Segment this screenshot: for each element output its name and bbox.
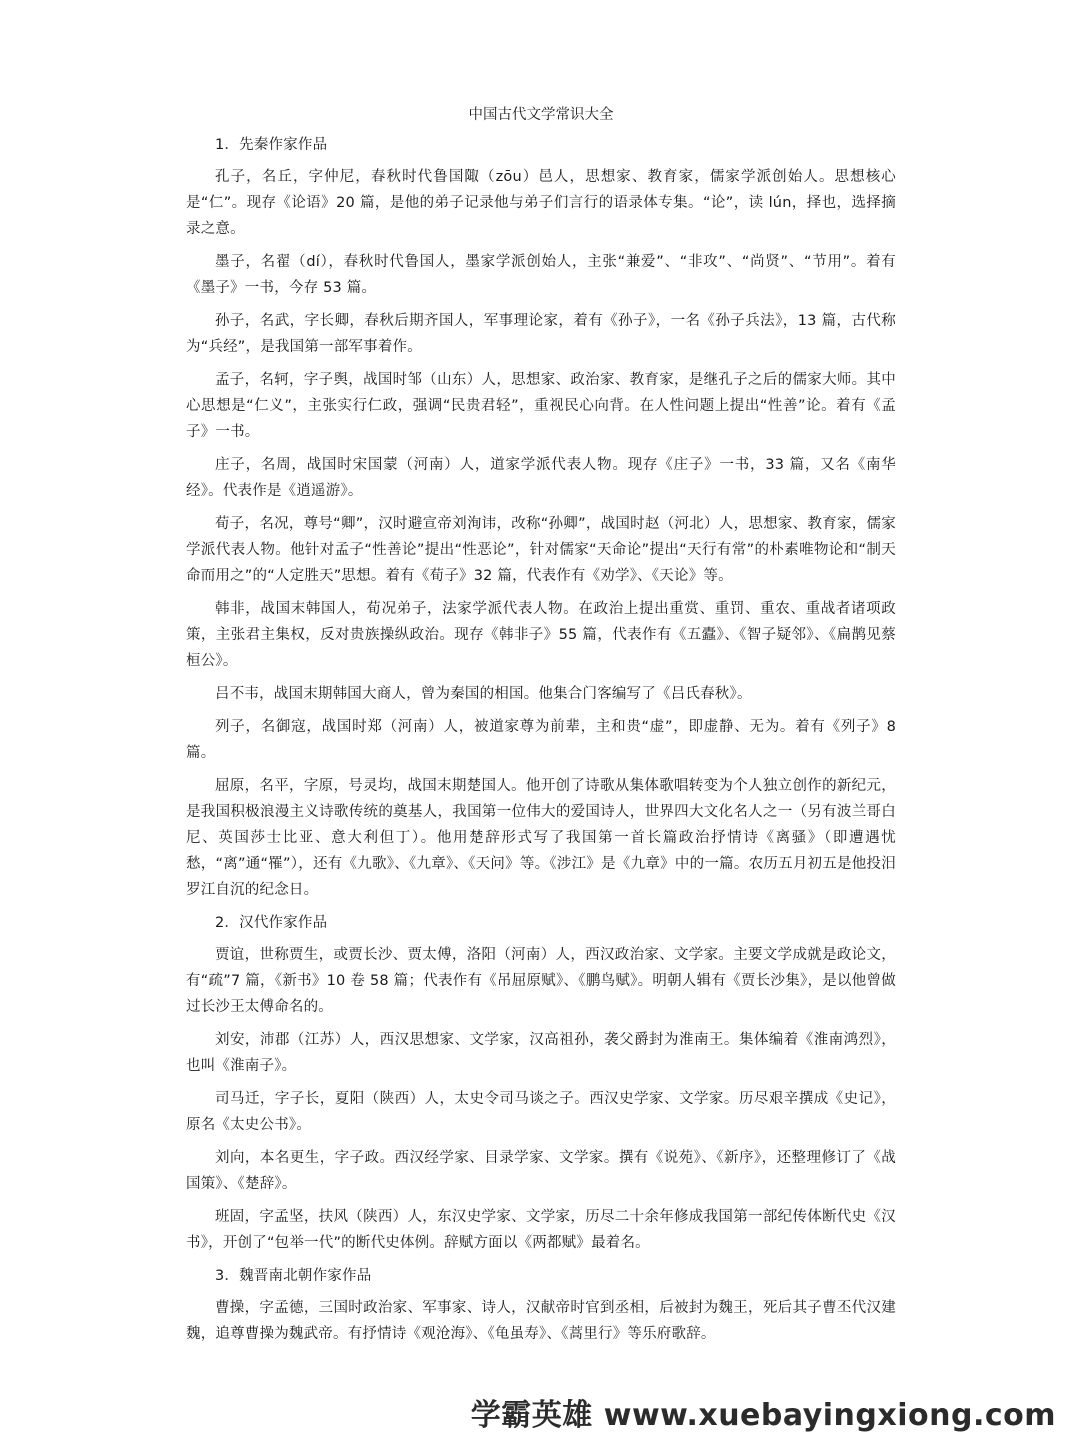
section-heading-han: 2．汉代作家作品 [215,915,328,931]
paragraph-liezi: 列子，名御寇，战国时郑（河南）人，被道家尊为前辈，主和贵“虚”，即虚静、无为。着有《列子》8 篇。 [186,719,896,761]
paragraph-confucius: 孔子，名丘，字仲尼，春秋时代鲁国陬（zōu）邑人，思想家、教育家，儒家学派创始人。思想核心是“仁”。现存《论语》20 篇，是他的弟子记录他与弟子们言行的语录体专集。“论”，读 lún，择也，选择摘录之意。 [186,169,896,237]
paragraph-hanfei: 韩非，战国末韩国人，荀况弟子，法家学派代表人物。在政治上提出重赏、重罚、重农、重战者诸项政策，主张君主集权，反对贵族操纵政治。现存《韩非子》55 篇，代表作有《五蠹》、《智子疑邻》、《扁鹊见蔡桓公》。 [186,601,896,669]
paragraph-mozi: 墨子，名翟（dí），春秋时代鲁国人，墨家学派创始人，主张“兼爱”、“非攻”、“尚贤”、“节用”。着有《墨子》一书，今存 53 篇。 [186,254,896,296]
document-page [186,102,896,1354]
site-watermark: 学霸英雄 www.xuebayingxiong.com [470,1398,1056,1433]
section-heading-wei-jin: 3．魏晋南北朝作家作品 [215,1268,372,1284]
paragraph-sima-qian: 司马迁，字子长，夏阳（陕西）人，太史令司马谈之子。西汉史学家、文学家。历尽艰辛撰成《史记》，原名《太史公书》。 [186,1091,896,1133]
paragraph-ban-gu: 班固，字孟坚，扶风（陕西）人，东汉史学家、文学家，历尽二十余年修成我国第一部纪传体断代史《汉书》，开创了“包举一代”的断代史体例。辞赋方面以《两都赋》最着名。 [186,1209,896,1251]
paragraph-zhuangzi: 庄子，名周，战国时宋国蒙（河南）人，道家学派代表人物。现存《庄子》一书，33 篇，又名《南华经》。代表作是《逍遥游》。 [186,457,896,499]
paragraph-jia-yi: 贾谊，世称贾生，或贾长沙、贾太傅，洛阳（河南）人，西汉政治家、文学家。主要文学成就是政论文，有“疏”7 篇，《新书》10 卷 58 篇；代表作有《吊屈原赋》、《鹏鸟赋》。明朝人辑有《贾长沙集》，是以他曾做过长沙王太傅命名的。 [186,947,896,1015]
document-body [186,132,896,1347]
paragraph-xunzi: 荀子，名况，尊号“卿”，汉时避宣帝刘洵讳，改称“孙卿”，战国时赵（河北）人，思想家、教育家，儒家学派代表人物。他针对孟子“性善论”提出“性恶论”，针对儒家“天命论”提出“天行有常”的朴素唯物论和“制天命而用之”的“人定胜天”思想。着有《荀子》32 篇，代表作有《劝学》、《天论》等。 [186,516,896,584]
document-title: 中国古代文学常识大全 [468,107,614,123]
paragraph-qu-yuan: 屈原，名平，字原，号灵均，战国末期楚国人。他开创了诗歌从集体歌唱转变为个人独立创作的新纪元，是我国积极浪漫主义诗歌传统的奠基人，我国第一位伟大的爱国诗人，世界四大文化名人之一（另有波兰哥白尼、英国莎士比亚、意大利但丁）。他用楚辞形式写了我国第一首长篇政治抒情诗《离骚》（即遭遇忧愁，“离”通“罹”），还有《九歌》、《九章》、《天问》等。《涉江》是《九章》中的一篇。农历五月初五是他投汨罗江自沉的纪念日。 [186,778,896,898]
section-heading-pre-qin: 1．先秦作家作品 [215,137,328,153]
paragraph-sunzi: 孙子，名武，字长卿，春秋后期齐国人，军事理论家，着有《孙子》，一名《孙子兵法》，13 篇，古代称为“兵经”，是我国第一部军事着作。 [186,313,896,355]
paragraph-liu-xiang: 刘向，本名更生，字子政。西汉经学家、目录学家、文学家。撰有《说苑》、《新序》，还整理修订了《战国策》、《楚辞》。 [186,1150,896,1192]
paragraph-liu-an: 刘安，沛郡（江苏）人，西汉思想家、文学家，汉高祖孙，袭父爵封为淮南王。集体编着《淮南鸿烈》，也叫《淮南子》。 [186,1032,896,1074]
paragraph-cao-cao: 曹操，字孟德，三国时政治家、军事家、诗人，汉献帝时官到丞相，后被封为魏王，死后其子曹丕代汉建魏，追尊曹操为魏武帝。有抒情诗《观沧海》、《龟虽寿》、《蒿里行》等乐府歌辞。 [186,1300,896,1342]
paragraph-mencius: 孟子，名轲，字子舆，战国时邹（山东）人，思想家、政治家、教育家，是继孔子之后的儒家大师。其中心思想是“仁义”，主张实行仁政，强调“民贵君轻”，重视民心向背。在人性问题上提出“性善”论。着有《孟子》一书。 [186,372,896,440]
paragraph-lu-buwei: 吕不韦，战国末期韩国大商人，曾为秦国的相国。他集合门客编写了《吕氏春秋》。 [215,686,752,702]
